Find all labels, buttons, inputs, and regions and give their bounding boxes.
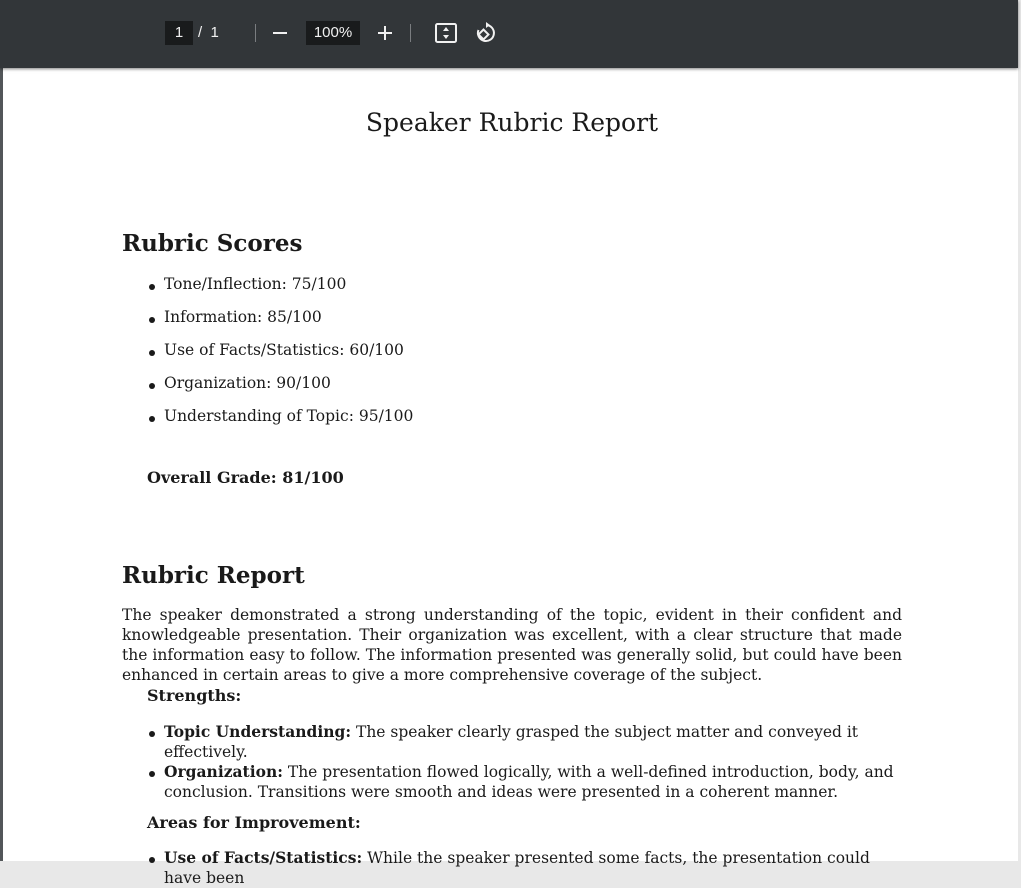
list-item: Organization: 90/100 bbox=[146, 374, 413, 407]
minus-icon bbox=[272, 25, 288, 41]
fit-to-page-icon bbox=[435, 23, 457, 43]
strength-label: Organization: bbox=[164, 762, 283, 781]
strengths-list bbox=[146, 722, 904, 802]
list-item bbox=[146, 848, 904, 888]
improvement-text: While the speaker presented some facts, the presentation could have been bbox=[164, 849, 870, 887]
toolbar-divider bbox=[255, 24, 256, 42]
toolbar-divider bbox=[410, 24, 411, 42]
list-item: Understanding of Topic: 95/100 bbox=[146, 407, 413, 440]
list-item bbox=[146, 722, 904, 762]
scores-list bbox=[146, 275, 413, 440]
rotate-button[interactable] bbox=[473, 20, 499, 46]
zoom-out-button[interactable] bbox=[268, 21, 292, 45]
strength-text: The speaker clearly grasped the subject matter and conveyed it effectively. bbox=[164, 723, 859, 761]
rubric-scores-heading: Rubric Scores bbox=[122, 230, 303, 257]
improvement-heading: Areas for Improvement: bbox=[147, 813, 361, 832]
rubric-report-heading: Rubric Report bbox=[122, 562, 305, 589]
improvements-list bbox=[146, 848, 904, 888]
page-count bbox=[198, 21, 219, 45]
zoom-level-input[interactable]: 100% bbox=[306, 21, 360, 45]
list-item: Tone/Inflection: 75/100 bbox=[146, 275, 413, 308]
pdf-toolbar bbox=[0, 0, 1018, 68]
report-paragraph: The speaker demonstrated a strong understanding of the topic, evident in their confident and knowledgeable presentation. Their organization was excellent, with a clear structure that made the information easy to follow. The information presented was generally solid, but could have been enhanced in certain areas to give a more comprehensive coverage of the subject. bbox=[122, 606, 902, 684]
zoom-in-button[interactable] bbox=[373, 21, 397, 45]
strength-text: The presentation flowed logically, with a well-defined introduction, body, and conclusion. Transitions were smooth and ideas were presented in a coherent manner. bbox=[164, 763, 894, 801]
document-title: Speaker Rubric Report bbox=[365, 108, 659, 137]
pdf-page bbox=[3, 68, 1018, 887]
list-item: Information: 85/100 bbox=[146, 308, 413, 341]
rotate-icon bbox=[474, 21, 498, 45]
fit-to-page-button[interactable] bbox=[433, 20, 459, 46]
total-pages: 1 bbox=[210, 24, 219, 41]
improvement-label: Use of Facts/Statistics: bbox=[164, 848, 363, 867]
overall-grade: Overall Grade: 81/100 bbox=[147, 468, 344, 487]
strengths-heading: Strengths: bbox=[147, 686, 242, 705]
list-item: Use of Facts/Statistics: 60/100 bbox=[146, 341, 413, 374]
strength-label: Topic Understanding: bbox=[164, 722, 352, 741]
page-number-input[interactable]: 1 bbox=[165, 21, 193, 45]
page-separator: / bbox=[198, 24, 203, 41]
list-item bbox=[146, 762, 904, 802]
plus-icon bbox=[377, 25, 393, 41]
